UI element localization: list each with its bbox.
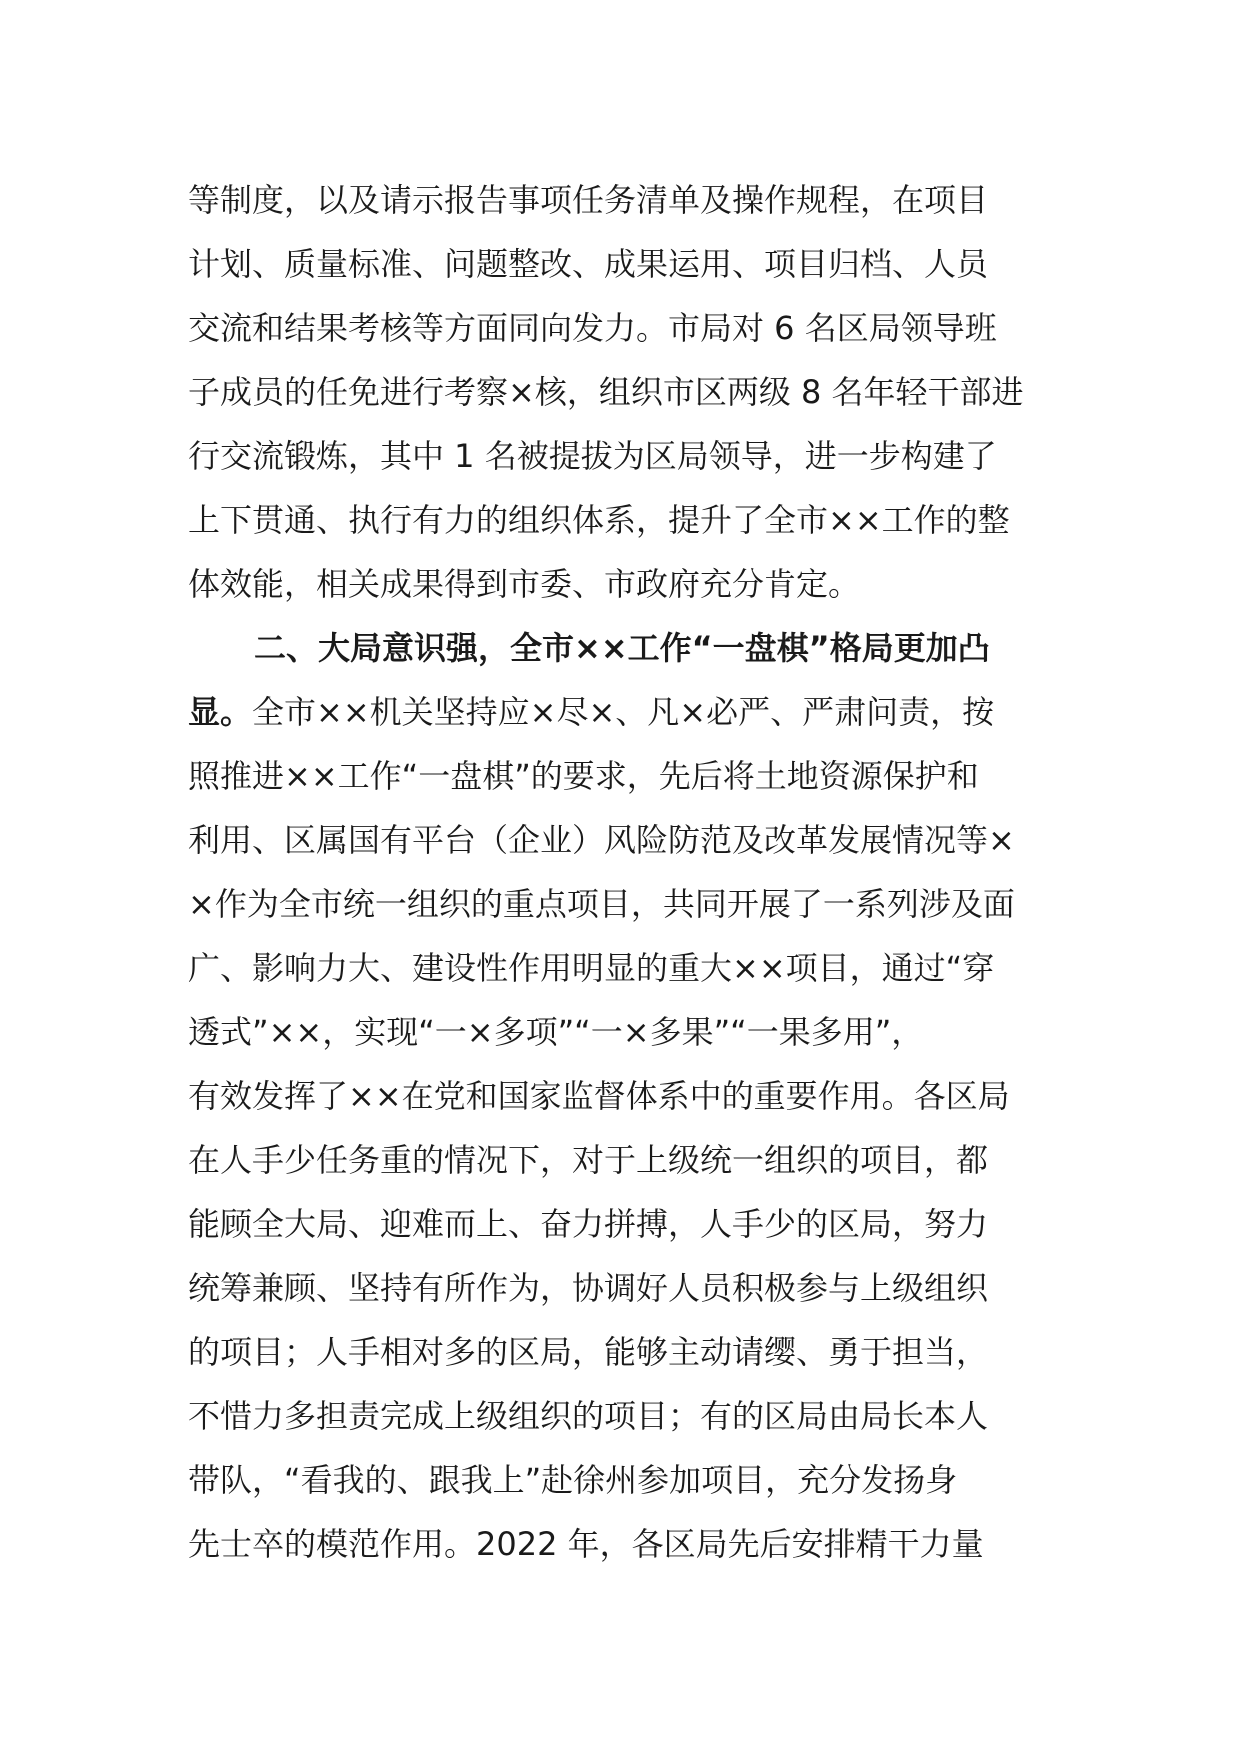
text-line: 子成员的任免进行考察×核，组织市区两级 8 名年轻干部进 <box>188 373 1024 411</box>
paragraph-2 <box>188 616 1088 1576</box>
text-line: 有效发挥了××在党和国家监督体系中的重要作用。各区局 <box>188 1077 1010 1115</box>
text-line: 先士卒的模范作用。2022 年，各区局先后安排精干力量 <box>188 1525 984 1563</box>
text-line: 上下贯通、执行有力的组织体系，提升了全市××工作的整 <box>188 501 1010 539</box>
paragraph-1 <box>188 168 1088 616</box>
text-line: 计划、质量标准、问题整改、成果运用、项目归档、人员 <box>188 245 989 283</box>
text-line: ×作为全市统一组织的重点项目，共同开展了一系列涉及面 <box>188 885 1015 923</box>
text-line: 能顾全大局、迎难而上、奋力拼搏，人手少的区局，努力 <box>188 1205 989 1243</box>
text-line: 行交流锻炼，其中 1 名被提拔为区局领导，进一步构建了 <box>188 437 997 475</box>
text-line: 带队，“看我的、跟我上”赴徐州参加项目，充分发扬身 <box>188 1461 958 1499</box>
text-line: 照推进××工作“一盘棋”的要求，先后将土地资源保护和 <box>188 757 979 795</box>
text-line: 广、影响力大、建设性作用明显的重大××项目，通过“穿 <box>188 949 995 987</box>
section-heading: 二、大局意识强，全市××工作“一盘棋”格局更加凸 <box>254 629 990 667</box>
text-line: 等制度，以及请示报告事项任务清单及操作规程，在项目 <box>188 181 989 219</box>
text-line: 透式”××，实现“一×多项”“一×多果”“一果多用”， <box>188 1013 924 1051</box>
text-line: 的项目；人手相对多的区局，能够主动请缨、勇于担当， <box>188 1333 989 1371</box>
text-line: 利用、区属国有平台（企业）风险防范及改革发展情况等× <box>188 821 1015 859</box>
text-line: 统筹兼顾、坚持有所作为，协调好人员积极参与上级组织 <box>188 1269 989 1307</box>
text-line: 在人手少任务重的情况下，对于上级统一组织的项目，都 <box>188 1141 989 1179</box>
text-line: 体效能，相关成果得到市委、市政府充分肯定。 <box>188 565 861 603</box>
document-body <box>188 168 1088 1576</box>
text-line: 交流和结果考核等方面同向发力。市局对 6 名区局领导班 <box>188 309 997 347</box>
text-segment: 全市××机关坚持应×尽×、凡×必严、严肃问责，按 <box>252 693 995 731</box>
text-line <box>188 680 1088 744</box>
text-line: 不惜力多担责完成上级组织的项目；有的区局由局长本人 <box>188 1397 989 1435</box>
section-heading-end: 显。 <box>188 693 253 731</box>
